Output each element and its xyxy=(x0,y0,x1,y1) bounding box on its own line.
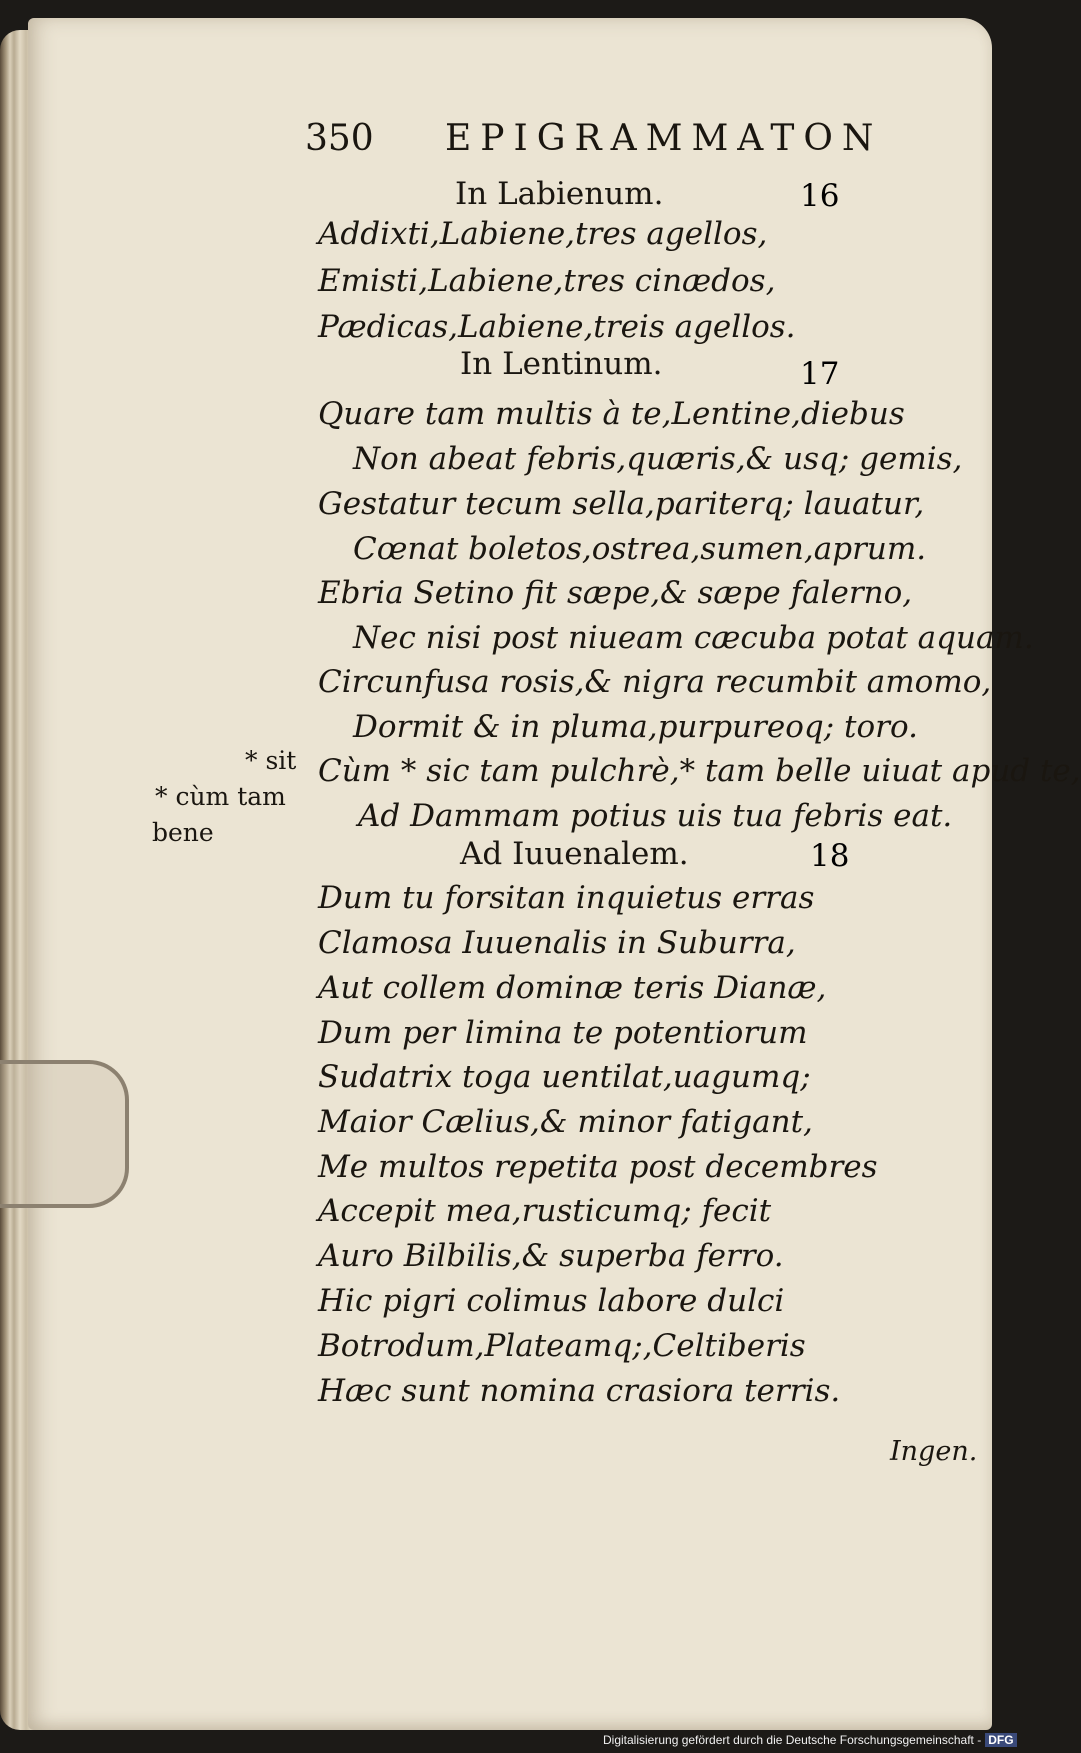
catchword: Ingen. xyxy=(890,1436,978,1467)
verse-line: Auro Bilbilis,& superba ferro. xyxy=(318,1238,784,1274)
poem-number: 16 xyxy=(800,178,840,214)
dfg-logo: DFG xyxy=(985,1733,1016,1747)
verse-line: Dum tu forsitan inquietus erras xyxy=(318,880,815,916)
verse-line: Hic pigri colimus labore dulci xyxy=(318,1283,785,1319)
digitization-credit xyxy=(603,1733,1017,1747)
poem-number: 18 xyxy=(810,838,850,874)
margin-note: bene xyxy=(152,818,214,847)
page-clip xyxy=(0,1060,129,1208)
credit-text: Digitalisierung gefördert durch die Deutsche Forschungsgemeinschaft - xyxy=(603,1733,982,1747)
verse-line: Addixti,Labiene,tres agellos, xyxy=(318,216,768,252)
running-title: EPIGRAMMATON xyxy=(445,118,883,159)
verse-line: Circunfusa rosis,& nigra recumbit amomo, xyxy=(318,664,992,700)
verse-line: Ad Dammam potius uis tua febris eat. xyxy=(358,798,953,834)
verse-line: Botrodum,Plateamq;,Celtiberis xyxy=(318,1328,806,1364)
poem-title: Ad Iuuenalem. xyxy=(460,836,689,872)
margin-note: * sit xyxy=(245,746,297,775)
verse-line: Dormit & in pluma,purpureoq; toro. xyxy=(353,709,918,745)
verse-line: Emisti,Labiene,tres cinædos, xyxy=(318,263,776,299)
poem-title: In Lentinum. xyxy=(460,346,663,382)
verse-line: Accepit mea,rusticumq; fecit xyxy=(318,1193,772,1229)
verse-line: Sudatrix toga uentilat,uagumq; xyxy=(318,1059,811,1095)
verse-line: Nec nisi post niueam cæcuba potat aquam. xyxy=(353,620,1034,656)
poem-title: In Labienum. xyxy=(455,176,664,212)
verse-line: Cùm * sic tam pulchrè,* tam belle uiuat apud te, xyxy=(318,753,1081,789)
margin-note: * cùm tam xyxy=(155,782,286,811)
verse-line: Gestatur tecum sella,pariterq; lauatur, xyxy=(318,486,925,522)
poem-number: 17 xyxy=(800,356,840,392)
verse-line: Maior Cælius,& minor fatigant, xyxy=(318,1104,813,1140)
verse-line: Pædicas,Labiene,treis agellos. xyxy=(318,309,796,345)
verse-line: Ebria Setino fit sæpe,& sæpe falerno, xyxy=(318,575,913,611)
verse-line: Hæc sunt nomina crasiora terris. xyxy=(318,1373,841,1409)
verse-line: Aut collem dominæ teris Dianæ, xyxy=(318,970,827,1006)
verse-line: Dum per limina te potentiorum xyxy=(318,1015,808,1051)
verse-line: Quare tam multis à te,Lentine,diebus xyxy=(318,396,905,432)
verse-line: Me multos repetita post decembres xyxy=(318,1149,878,1185)
verse-line: Clamosa Iuuenalis in Suburra, xyxy=(318,925,796,961)
verse-line: Non abeat febris,quæris,& usq; gemis, xyxy=(353,441,963,477)
verse-line: Cœnat boletos,ostrea,sumen,aprum. xyxy=(353,531,927,567)
page-number: 350 xyxy=(305,118,374,159)
